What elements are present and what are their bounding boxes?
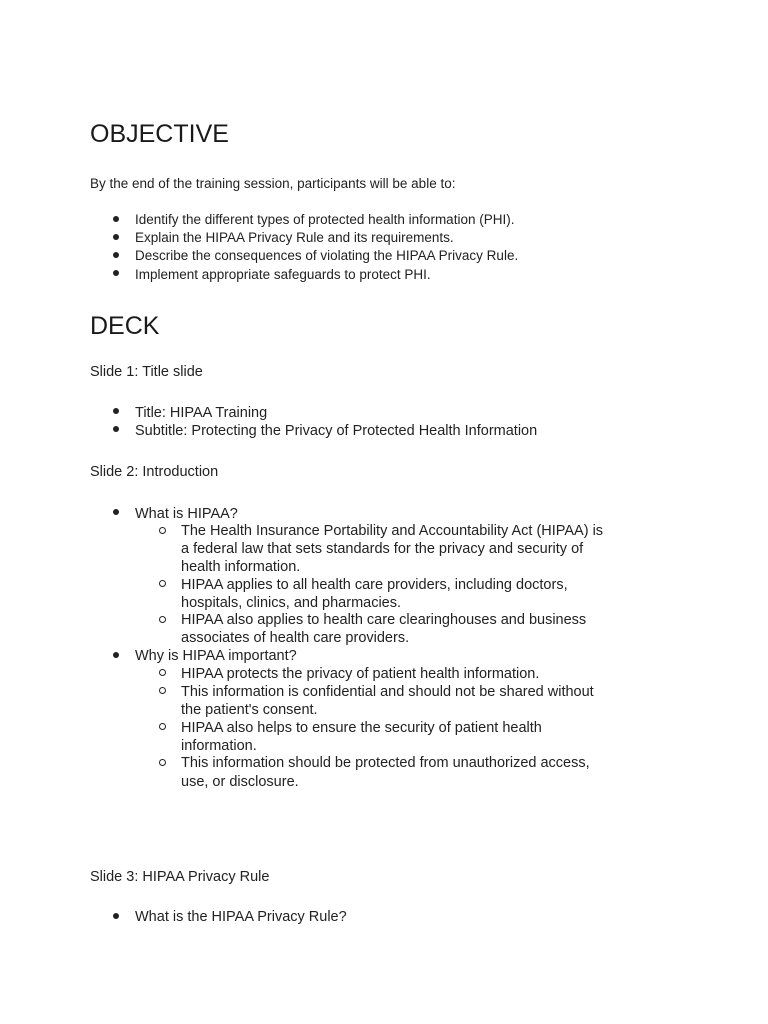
bullet-dot-icon (113, 913, 119, 919)
list-item: the patient's consent. (181, 702, 318, 718)
slide1-title: Slide 1: Title slide (90, 364, 203, 380)
list-item: a federal law that sets standards for the privacy and security of (181, 541, 584, 557)
deck-heading: DECK (90, 312, 160, 340)
bullet-circle-icon (159, 759, 166, 766)
list-item: Describe the consequences of violating the HIPAA Privacy Rule. (135, 248, 519, 263)
list-item: Why is HIPAA important? (135, 648, 297, 664)
list-item: use, or disclosure. (181, 774, 299, 790)
bullet-dot-icon (113, 509, 119, 515)
objective-heading: OBJECTIVE (90, 120, 229, 148)
list-item: What is the HIPAA Privacy Rule? (135, 909, 347, 925)
bullet-circle-icon (159, 580, 166, 587)
slide3-title: Slide 3: HIPAA Privacy Rule (90, 869, 270, 885)
bullet-circle-icon (159, 687, 166, 694)
list-item: HIPAA also helps to ensure the security of patient health (181, 720, 542, 736)
list-item: associates of health care providers. (181, 630, 410, 646)
list-item: information. (181, 738, 257, 754)
bullet-dot-icon (113, 234, 119, 240)
list-item: This information is confidential and should not be shared without (181, 684, 594, 700)
list-item: Title: HIPAA Training (135, 405, 268, 421)
bullet-circle-icon (159, 527, 166, 534)
list-item: hospitals, clinics, and pharmacies. (181, 595, 402, 611)
bullet-dot-icon (113, 216, 119, 222)
list-item: Identify the different types of protected health information (PHI). (135, 212, 515, 227)
bullet-dot-icon (113, 652, 119, 658)
list-item: Explain the HIPAA Privacy Rule and its requirements. (135, 230, 454, 245)
list-item: Implement appropriate safeguards to protect PHI. (135, 267, 431, 282)
list-item: HIPAA protects the privacy of patient health information. (181, 666, 540, 682)
bullet-dot-icon (113, 270, 119, 276)
objective-intro: By the end of the training session, participants will be able to: (90, 176, 456, 191)
list-item: Subtitle: Protecting the Privacy of Protected Health Information (135, 423, 538, 439)
bullet-circle-icon (159, 669, 166, 676)
bullet-dot-icon (113, 252, 119, 258)
bullet-dot-icon (113, 408, 119, 414)
list-item: What is HIPAA? (135, 506, 238, 522)
bullet-circle-icon (159, 616, 166, 623)
list-item: This information should be protected from unauthorized access, (181, 755, 590, 771)
slide2-title: Slide 2: Introduction (90, 464, 219, 480)
bullet-dot-icon (113, 426, 119, 432)
list-item: health information. (181, 559, 301, 575)
list-item: HIPAA also applies to health care clearinghouses and business (181, 612, 587, 628)
list-item: The Health Insurance Portability and Accountability Act (HIPAA) is (181, 523, 604, 539)
bullet-circle-icon (159, 723, 166, 730)
list-item: HIPAA applies to all health care providers, including doctors, (181, 577, 568, 593)
